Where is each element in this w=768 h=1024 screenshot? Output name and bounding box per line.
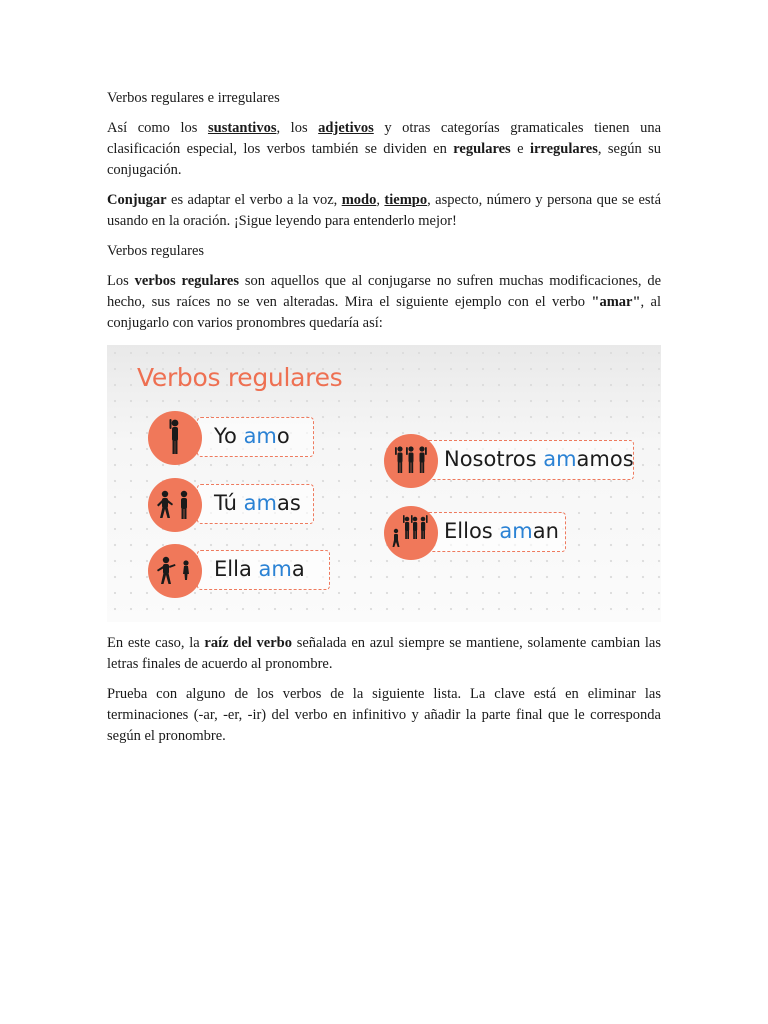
text: , — [376, 192, 385, 208]
document-body — [107, 88, 661, 756]
circle-ella — [148, 544, 202, 598]
text: e — [510, 141, 530, 157]
verb-ending: o — [276, 424, 290, 448]
text: Los — [107, 273, 135, 289]
verb-root: am — [543, 447, 577, 471]
link-tiempo[interactable]: tiempo — [384, 192, 428, 208]
text: señalada en azul siempre se mantiene, solamente cambian las letras finales de acuerdo al pronombre. — [107, 635, 661, 672]
paragraph-conjugar — [107, 190, 661, 232]
bold-regulares: regulares — [453, 141, 511, 157]
bold-verbos-regulares: verbos regulares — [134, 273, 239, 289]
verb-root: am — [499, 519, 533, 543]
circle-nosotros — [384, 434, 438, 488]
verb-ending: amos — [576, 447, 634, 471]
paragraph-intro — [107, 118, 661, 181]
pronoun: Nosotros — [444, 447, 544, 471]
verb-ending: an — [532, 519, 559, 543]
circle-tu — [148, 478, 202, 532]
link-adjetivos[interactable]: adjetivos — [318, 120, 374, 136]
pronoun: Yo — [214, 424, 244, 448]
bold-conjugar: Conjugar — [107, 192, 167, 208]
verb-tu — [214, 491, 301, 515]
section-heading-regulares: Verbos regulares — [107, 243, 205, 259]
bold-irregulares: irregulares — [529, 141, 598, 157]
verb-root: am — [243, 424, 277, 448]
verb-ella — [214, 557, 305, 581]
circle-ellos — [384, 506, 438, 560]
verb-nosotros — [444, 447, 634, 471]
two-people-icon — [148, 478, 202, 532]
group-icon — [384, 434, 438, 488]
conjugation-figure — [107, 345, 661, 622]
crowd-icon — [384, 506, 438, 560]
bold-raiz-del-verbo: raíz del verbo — [204, 635, 292, 651]
link-sustantivos[interactable]: sustantivos — [207, 120, 277, 136]
text: , al conjugarlo con varios pronombres quedaría así: — [107, 294, 661, 331]
paragraph-prueba: Prueba con alguno de los verbos de la siguiente lista. La clave está en eliminar las terminaciones (-ar, -er, -ir) del verbo en infinitivo y añadir la parte final que le corresponda según el pronombre. — [107, 686, 661, 744]
paragraph-raiz — [107, 633, 661, 675]
text: y otras categorías gramaticales tienen una clasificación especial, los verbos también se dividen en — [107, 120, 662, 157]
verb-root: am — [258, 557, 292, 581]
text: , según su conjugación. — [107, 141, 661, 178]
one-person-icon — [148, 411, 202, 465]
bold-amar: "amar" — [591, 294, 641, 310]
verb-ending: a — [291, 557, 305, 581]
verb-ellos — [444, 519, 559, 543]
section-heading: Verbos regulares e irregulares — [107, 90, 280, 106]
verb-yo — [214, 424, 290, 448]
text: , los — [276, 120, 319, 136]
pronoun: Tú — [214, 491, 244, 515]
paragraph-regulares — [107, 271, 661, 334]
pronoun: Ellos — [444, 519, 500, 543]
verb-root: am — [243, 491, 277, 515]
text: es adaptar el verbo a la voz, — [166, 192, 342, 208]
person-pointing-icon — [148, 544, 202, 598]
pronoun: Ella — [214, 557, 259, 581]
text: En este caso, la — [107, 635, 205, 651]
link-modo[interactable]: modo — [341, 192, 377, 208]
text: son aquellos que al conjugarse no sufren muchas modificaciones, de hecho, sus raíces no se ven alteradas. Mira el siguiente ejemplo con el verbo — [107, 273, 661, 310]
figure-title: Verbos regulares — [137, 363, 343, 392]
verb-ending: as — [276, 491, 301, 515]
text: , aspecto, número y persona que se está usando en la oración. ¡Sigue leyendo para entenderlo mejor! — [107, 192, 661, 229]
text: Así como los — [107, 120, 208, 136]
circle-yo — [148, 411, 202, 465]
